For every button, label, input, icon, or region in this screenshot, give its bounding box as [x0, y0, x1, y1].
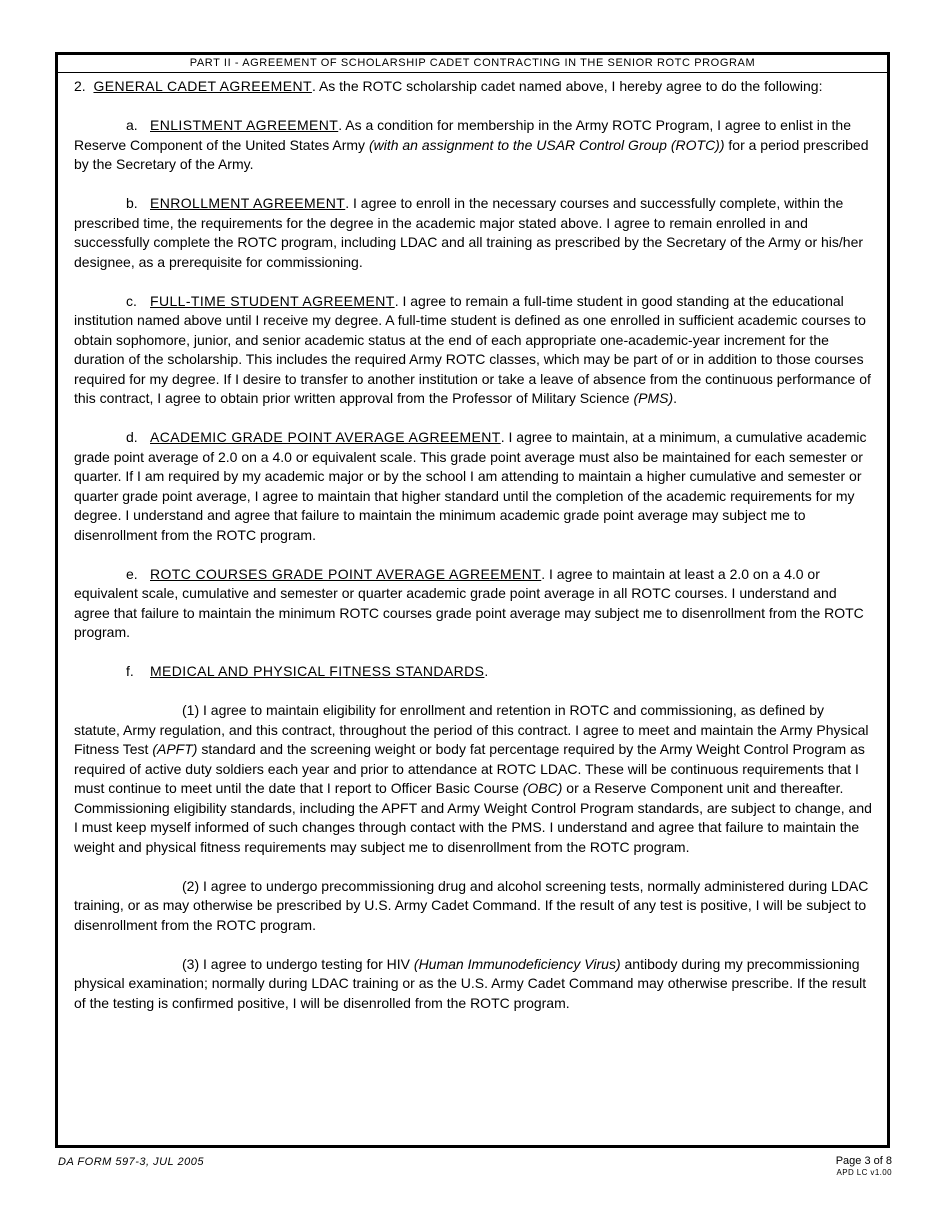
item-italic: (PMS): [633, 390, 674, 406]
item-a: [74, 116, 873, 175]
item-c: [74, 292, 873, 409]
section-title: GENERAL CADET AGREEMENT: [93, 78, 312, 94]
item-text: (3) I agree to undergo testing for HIV: [182, 955, 414, 972]
item-title: ROTC COURSES GRADE POINT AVERAGE AGREEMENT: [150, 565, 542, 582]
item-text: or a Reserve Component unit and thereafter. Commissioning eligibility standards, including the APFT and Army Weight Control Program standards, are subject to change, and I must keep myself informed of such changes through contact with the PMS. I understand and agree that failure to maintain the weight and physical fitness requirements may subject me to disenrollment from the ROTC program.: [74, 780, 872, 855]
item-f-3: [74, 955, 873, 1014]
item-title: FULL-TIME STUDENT AGREEMENT: [150, 292, 395, 309]
item-text: antibody during my precommissioning physical examination; normally during LDAC training or as the U.S. Army Cadet Command may otherwise prescribe. If the result of the testing is confirmed positive, I will be disenrolled from the ROTC program.: [74, 955, 867, 1011]
item-d: [74, 428, 873, 545]
item-title: ENLISTMENT AGREEMENT: [150, 117, 339, 133]
item-title: MEDICAL AND PHYSICAL FITNESS STANDARDS: [150, 663, 485, 679]
section-intro-text: . As the ROTC scholarship cadet named above, I hereby agree to do the following:: [311, 78, 823, 94]
item-italic: (APFT): [152, 741, 198, 757]
section-number: 2.: [74, 78, 86, 94]
page-number: Page 3 of 8: [835, 1155, 892, 1167]
item-italic: (OBC): [522, 780, 563, 796]
item-text: for a period prescribed by the Secretary of the Army.: [74, 136, 869, 172]
item-text: (2) I agree to undergo precommissioning drug and alcohol screening tests, normally administered during LDAC training, or as may otherwise be prescribed by U.S. Army Cadet Command. If the result of any test is positive, I will be subject to disenrollment from the ROTC program.: [74, 877, 869, 933]
item-text: . As a condition for membership in the Army ROTC Program, I agree to enlist in the Reserve Component of the United States Army: [74, 117, 851, 153]
item-title: ENROLLMENT AGREEMENT: [150, 195, 346, 211]
item-label: a.: [126, 117, 138, 133]
item-label: d.: [126, 429, 138, 445]
item-text: standard and the screening weight or body fat percentage required by the Army Weight Control Program as required of active duty soldiers each year and prior to attendance at ROTC LDAC. These will be continuous requirements that I must continue to meet until the date that I report to Officer Basic Course: [74, 741, 865, 796]
item-text: .: [673, 390, 678, 406]
agreement-content: [58, 73, 887, 1013]
item-f: [74, 662, 873, 682]
form-id: DA FORM 597-3, JUL 2005: [58, 1156, 205, 1168]
item-text: (1) I agree to maintain eligibility for enrollment and retention in ROTC and commissioning, as defined by statute, Army regulation, and this contract, throughout the period of this contract. I agree to meet and maintain the Army Physical Fitness Test: [74, 702, 869, 757]
item-label: c.: [126, 292, 137, 309]
item-italic: (Human Immunodeficiency Virus): [413, 955, 621, 972]
item-text: . I agree to maintain, at a minimum, a cumulative academic grade point average of 2.0 on a 4.0 or equivalent scale. This grade point average must also be maintained for each semester or quarter. If I am required by my academic major or by the school I am attending to maintain a higher cumulative and semester or quarter grade point average, I agree to maintain that higher standard until the completion of the academic requirements for my degree. I understand and agree that failure to maintain the minimum academic grade point average may subject me to disenrollment from the ROTC program.: [74, 429, 867, 543]
item-italic: (with an assignment to the USAR Control Group (ROTC)): [368, 136, 725, 153]
item-f-2: [74, 877, 873, 936]
item-text: . I agree to maintain at least a 2.0 on a 4.0 or equivalent scale, cumulative and semester or quarter academic grade point average in all ROTC courses. I understand and agree that failure to maintain the minimum ROTC courses grade point average may subject me to disenrollment from the ROTC program.: [74, 565, 864, 640]
page-info: [836, 1155, 892, 1178]
form-frame: [55, 52, 890, 1148]
item-label: f.: [126, 663, 134, 679]
part-header: PART II - AGREEMENT OF SCHOLARSHIP CADET CONTRACTING IN THE SENIOR ROTC PROGRAM: [58, 55, 887, 73]
item-label: e.: [126, 565, 138, 582]
section-2-intro: [74, 77, 873, 97]
item-text: . I agree to remain a full-time student in good standing at the educational institution named above until I receive my degree. A full-time student is defined as one enrolled in sufficient academic courses to obtain sophomore, junior, and senior academic status at the end of each appropriate one-academic-year increment for the duration of the scholarship. This includes the required Army ROTC classes, which may be part of or in addition to those courses required for my degree. If I desire to transfer to another institution or take a leave of absence from the continuous performance of this contract, I agree to obtain prior written approval from the Professor of Military Science: [74, 292, 871, 406]
item-title: ACADEMIC GRADE POINT AVERAGE AGREEMENT: [150, 429, 501, 445]
form-version: APD LC v1.00: [836, 1168, 892, 1177]
item-text: . I agree to enroll in the necessary courses and successfully complete, within the prescribed time, the requirements for the degree in the academic major stated above. I agree to remain enrolled in and successfully complete the ROTC program, including LDAC and all training as prescribed by the Secretary of the Army or his/her designee, as a prerequisite for commissioning.: [74, 195, 864, 270]
item-text: .: [484, 663, 489, 679]
item-f-1: [74, 701, 873, 857]
item-label: b.: [126, 195, 138, 211]
item-b: [74, 194, 873, 272]
item-e: [74, 565, 873, 643]
